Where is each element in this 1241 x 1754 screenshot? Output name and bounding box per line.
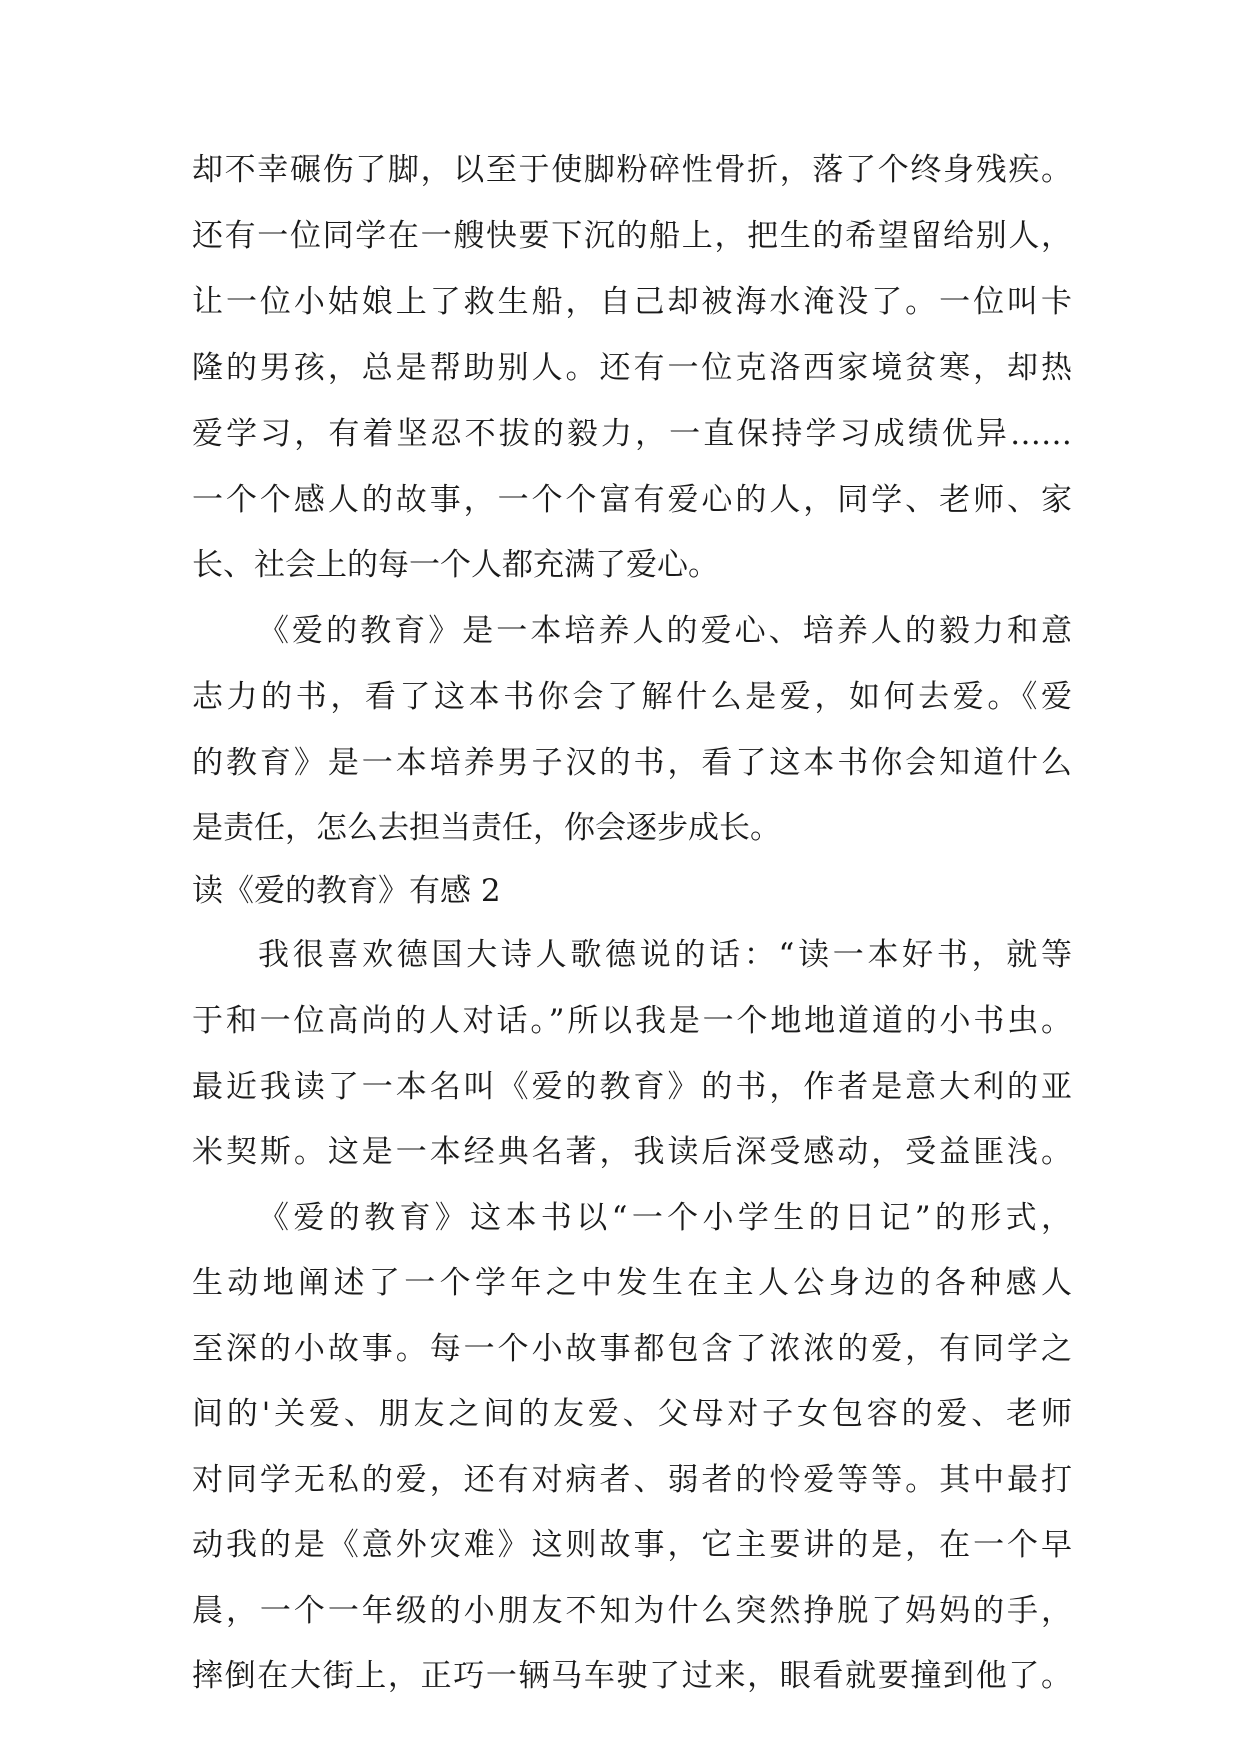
text-line: 对同学无私的爱，还有对病者、弱者的怜爱等等。其中最打 xyxy=(192,1462,1072,1498)
section-heading: 读《爱的教育》有感 2 xyxy=(192,873,501,909)
paragraph-first-line: 我很喜欢德国大诗人歌德说的话：“读一本好书，就等 xyxy=(258,937,1072,973)
text-line: 动我的是《意外灾难》这则故事，它主要讲的是，在一个早 xyxy=(192,1527,1072,1563)
text-line: 的教育》是一本培养男子汉的书，看了这本书你会知道什么 xyxy=(192,745,1072,781)
text-line: 一个个感人的故事，一个个富有爱心的人，同学、老师、家 xyxy=(192,482,1072,518)
text-line: 间的'关爱、朋友之间的友爱、父母对子女包容的爱、老师 xyxy=(192,1396,1072,1432)
paragraph-first-line: 《爱的教育》这本书以“一个小学生的日记”的形式， xyxy=(258,1200,1072,1236)
text-line: 最近我读了一本名叫《爱的教育》的书，作者是意大利的亚 xyxy=(192,1069,1072,1105)
paragraph-first-line: 《爱的教育》是一本培养人的爱心、培养人的毅力和意 xyxy=(258,613,1072,649)
text-line: 却不幸碾伤了脚，以至于使脚粉碎性骨折，落了个终身残疾。 xyxy=(192,152,1072,188)
text-line: 于和一位高尚的人对话。”所以我是一个地地道道的小书虫。 xyxy=(192,1003,1072,1039)
text-line: 生动地阐述了一个学年之中发生在主人公身边的各种感人 xyxy=(192,1265,1072,1301)
text-line: 志力的书，看了这本书你会了解什么是爱，如何去爱。《爱 xyxy=(192,679,1072,715)
text-line: 隆的男孩，总是帮助别人。还有一位克洛西家境贫寒，却热 xyxy=(192,350,1072,386)
text-line: 摔倒在大街上，正巧一辆马车驶了过来，眼看就要撞到他了。 xyxy=(192,1658,1072,1694)
text-line: 是责任，怎么去担当责任，你会逐步成长。 xyxy=(192,810,781,846)
text-line: 晨，一个一年级的小朋友不知为什么突然挣脱了妈妈的手， xyxy=(192,1593,1072,1629)
text-line: 爱学习，有着坚忍不拔的毅力，一直保持学习成绩优异…… xyxy=(192,416,1072,452)
text-line: 还有一位同学在一艘快要下沉的船上，把生的希望留给别人， xyxy=(192,218,1072,254)
text-line: 至深的小故事。每一个小故事都包含了浓浓的爱，有同学之 xyxy=(192,1331,1072,1367)
text-line: 让一位小姑娘上了救生船，自己却被海水淹没了。一位叫卡 xyxy=(192,284,1072,320)
text-line: 米契斯。这是一本经典名著，我读后深受感动，受益匪浅。 xyxy=(192,1134,1072,1170)
text-line: 长、社会上的每一个人都充满了爱心。 xyxy=(192,547,719,583)
